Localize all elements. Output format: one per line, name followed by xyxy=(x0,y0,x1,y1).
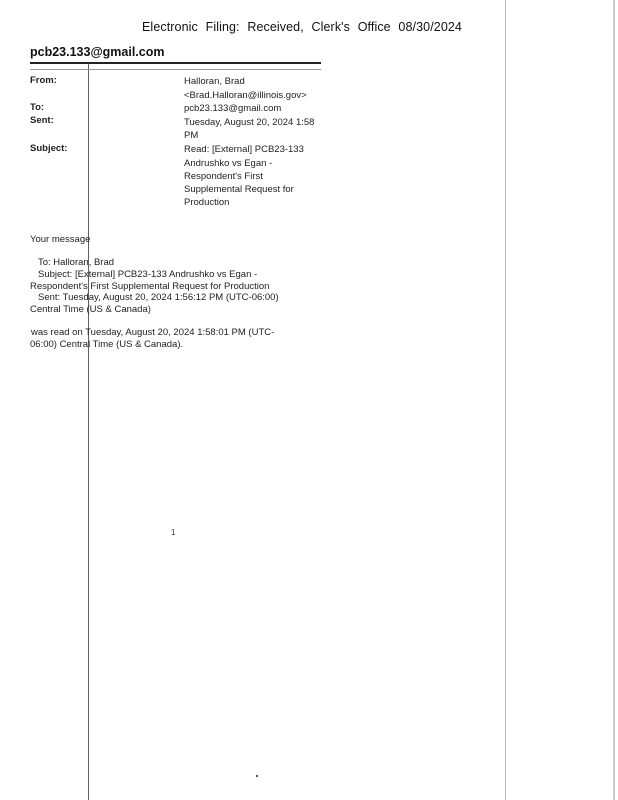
scan-artifact-edge xyxy=(613,0,615,800)
subject-line: Respondent's First xyxy=(184,171,263,182)
scan-artifact-line xyxy=(505,0,506,800)
stamp-word: Office xyxy=(357,20,391,34)
subject-line: Read: [External] PCB23-133 xyxy=(184,144,304,155)
from-label: From: xyxy=(30,75,57,86)
to-value: pcb23.133@gmail.com xyxy=(184,103,282,114)
stamp-word: Received, xyxy=(247,20,304,34)
message-read-line: was read on Tuesday, August 20, 2024 1:58:01 PM (UTC- xyxy=(31,327,275,338)
message-subject-line: Respondent's First Supplemental Request for Production xyxy=(30,281,270,292)
subject-label: Subject: xyxy=(30,143,68,154)
message-subject-line: Subject: [External] PCB23-133 Andrushko vs Egan - xyxy=(38,269,258,280)
stamp-word: Clerk's xyxy=(311,20,351,34)
message-sent-line: Sent: Tuesday, August 20, 2024 1:56:12 PM (UTC-06:00) xyxy=(38,292,279,303)
stamp-date: 08/30/2024 xyxy=(398,20,462,34)
scan-speck xyxy=(256,775,258,777)
subject-line: Supplemental Request for xyxy=(184,184,294,195)
from-name: Halloran, Brad xyxy=(184,76,245,87)
header-divider-thin xyxy=(30,69,321,70)
subject-line: Andrushko vs Egan - xyxy=(184,158,273,169)
message-intro: Your message xyxy=(30,234,91,245)
from-email: <Brad.Halloran@illinois.gov> xyxy=(184,90,307,101)
header-divider xyxy=(30,62,321,64)
stamp-word: Electronic xyxy=(142,20,198,34)
sent-value-line1: Tuesday, August 20, 2024 1:58 xyxy=(184,117,315,128)
subject-line: Production xyxy=(184,197,230,208)
message-sent-line: Central Time (US & Canada) xyxy=(30,304,151,315)
message-read-line: 06:00) Central Time (US & Canada). xyxy=(30,339,184,350)
scan-artifact-line xyxy=(88,62,89,800)
message-to-line: To: Halloran, Brad xyxy=(38,257,115,268)
stamp-word: Filing: xyxy=(205,20,240,34)
sent-label: Sent: xyxy=(30,115,54,126)
to-label: To: xyxy=(30,102,45,113)
sent-value-line2: PM xyxy=(184,130,199,141)
account-email: pcb23.133@gmail.com xyxy=(30,45,165,59)
page-number: 1 xyxy=(171,528,176,537)
filing-stamp xyxy=(142,20,462,34)
